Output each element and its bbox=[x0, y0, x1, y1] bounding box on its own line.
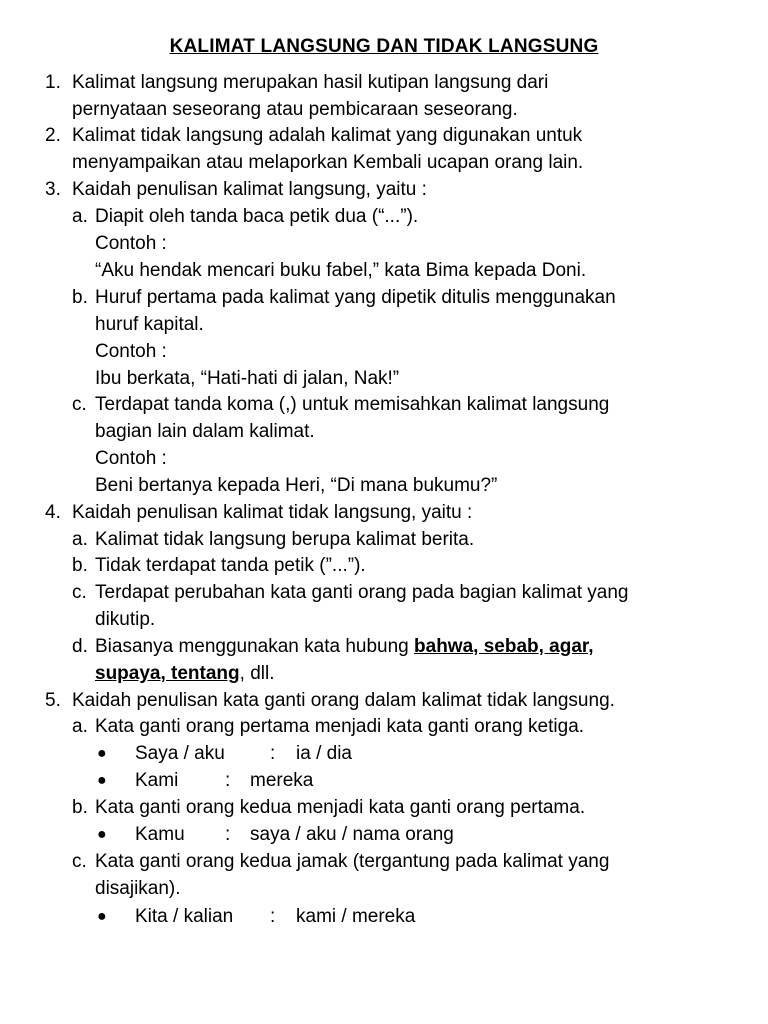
item-3b-line-4: Ibu berkata, “Hati-hati di jalan, Nak!” bbox=[95, 368, 400, 389]
item-2-line-1: Kalimat tidak langsung adalah kalimat yang digunakan untuk bbox=[72, 125, 583, 146]
sub-label: a. bbox=[72, 529, 88, 550]
bullet-right: kami / mereka bbox=[296, 906, 416, 927]
item-number: 1. bbox=[45, 72, 61, 93]
bullet-right: ia / dia bbox=[296, 743, 352, 764]
item-3b-line-3: Contoh : bbox=[95, 341, 167, 362]
bullet-separator: : bbox=[270, 743, 276, 764]
bullet-left: Kamu bbox=[135, 824, 185, 845]
item-4c-line-2: dikutip. bbox=[95, 609, 156, 630]
item-1-line-2: pernyataan seseorang atau pembicaraan seseorang. bbox=[72, 99, 518, 120]
bullet-right: saya / aku / nama orang bbox=[250, 824, 454, 845]
item-3b-line-2: huruf kapital. bbox=[95, 314, 204, 335]
bullet-icon: ● bbox=[97, 745, 107, 762]
item-5c-line-1: Kata ganti orang kedua jamak (tergantung pada kalimat yang bbox=[95, 851, 610, 872]
sub-label: d. bbox=[72, 636, 88, 657]
sub-label: c. bbox=[72, 582, 87, 603]
item-3b-line-1: Huruf pertama pada kalimat yang dipetik ditulis menggunakan bbox=[95, 287, 616, 308]
sub-label: c. bbox=[72, 851, 87, 872]
item-number: 5. bbox=[45, 690, 61, 711]
bullet-right: mereka bbox=[250, 770, 314, 791]
item-5b-line-1: Kata ganti orang kedua menjadi kata ganti orang pertama. bbox=[95, 797, 586, 818]
sub-label: c. bbox=[72, 394, 87, 415]
item-3c-line-1: Terdapat tanda koma (,) untuk memisahkan kalimat langsung bbox=[95, 394, 610, 415]
item-4d-bold-words-2: supaya, tentang bbox=[95, 663, 240, 684]
bullet-icon: ● bbox=[97, 772, 107, 789]
sub-label: a. bbox=[72, 206, 88, 227]
bullet-separator: : bbox=[270, 906, 276, 927]
bullet-left: Kami bbox=[135, 770, 179, 791]
item-3c-line-2: bagian lain dalam kalimat. bbox=[95, 421, 315, 442]
sub-label: b. bbox=[72, 797, 88, 818]
item-3a-line-3: “Aku hendak mencari buku fabel,” kata Bima kepada Doni. bbox=[95, 260, 587, 281]
item-3-text: Kaidah penulisan kalimat langsung, yaitu : bbox=[72, 179, 427, 200]
item-4d-suffix: , dll. bbox=[239, 663, 275, 684]
item-4-text: Kaidah penulisan kalimat tidak langsung, yaitu : bbox=[72, 502, 473, 523]
item-4d-bold-words: bahwa, sebab, agar, bbox=[414, 636, 594, 657]
bullet-icon: ● bbox=[97, 908, 107, 925]
item-5-text: Kaidah penulisan kata ganti orang dalam kalimat tidak langsung. bbox=[72, 690, 615, 711]
document-title: KALIMAT LANGSUNG DAN TIDAK LANGSUNG bbox=[169, 36, 599, 57]
item-3c-line-3: Contoh : bbox=[95, 448, 167, 469]
item-3a-line-1: Diapit oleh tanda baca petik dua (“...”). bbox=[95, 206, 419, 227]
item-4d-line-1 bbox=[95, 634, 594, 660]
item-3a-line-2: Contoh : bbox=[95, 233, 167, 254]
bullet-separator: : bbox=[225, 770, 231, 791]
sub-label: b. bbox=[72, 287, 88, 308]
item-4b-line-1: Tidak terdapat tanda petik (”...”). bbox=[95, 555, 366, 576]
bullet-separator: : bbox=[225, 824, 231, 845]
item-4d-prefix: Biasanya menggunakan kata hubung bbox=[95, 636, 415, 657]
bullet-left: Saya / aku bbox=[135, 743, 225, 764]
item-5c-line-2: disajikan). bbox=[95, 878, 181, 899]
item-4d-line-2 bbox=[95, 661, 275, 687]
item-4a-line-1: Kalimat tidak langsung berupa kalimat berita. bbox=[95, 529, 475, 550]
bullet-left: Kita / kalian bbox=[135, 906, 234, 927]
sub-label: a. bbox=[72, 716, 88, 737]
item-number: 3. bbox=[45, 179, 61, 200]
bullet-icon: ● bbox=[97, 826, 107, 843]
item-2-line-2: menyampaikan atau melaporkan Kembali ucapan orang lain. bbox=[72, 152, 584, 173]
item-1-line-1: Kalimat langsung merupakan hasil kutipan langsung dari bbox=[72, 72, 549, 93]
item-4c-line-1: Terdapat perubahan kata ganti orang pada bagian kalimat yang bbox=[95, 582, 629, 603]
item-5a-line-1: Kata ganti orang pertama menjadi kata ganti orang ketiga. bbox=[95, 716, 585, 737]
item-3c-line-4: Beni bertanya kepada Heri, “Di mana bukumu?” bbox=[95, 475, 498, 496]
item-number: 2. bbox=[45, 125, 61, 146]
item-number: 4. bbox=[45, 502, 61, 523]
sub-label: b. bbox=[72, 555, 88, 576]
